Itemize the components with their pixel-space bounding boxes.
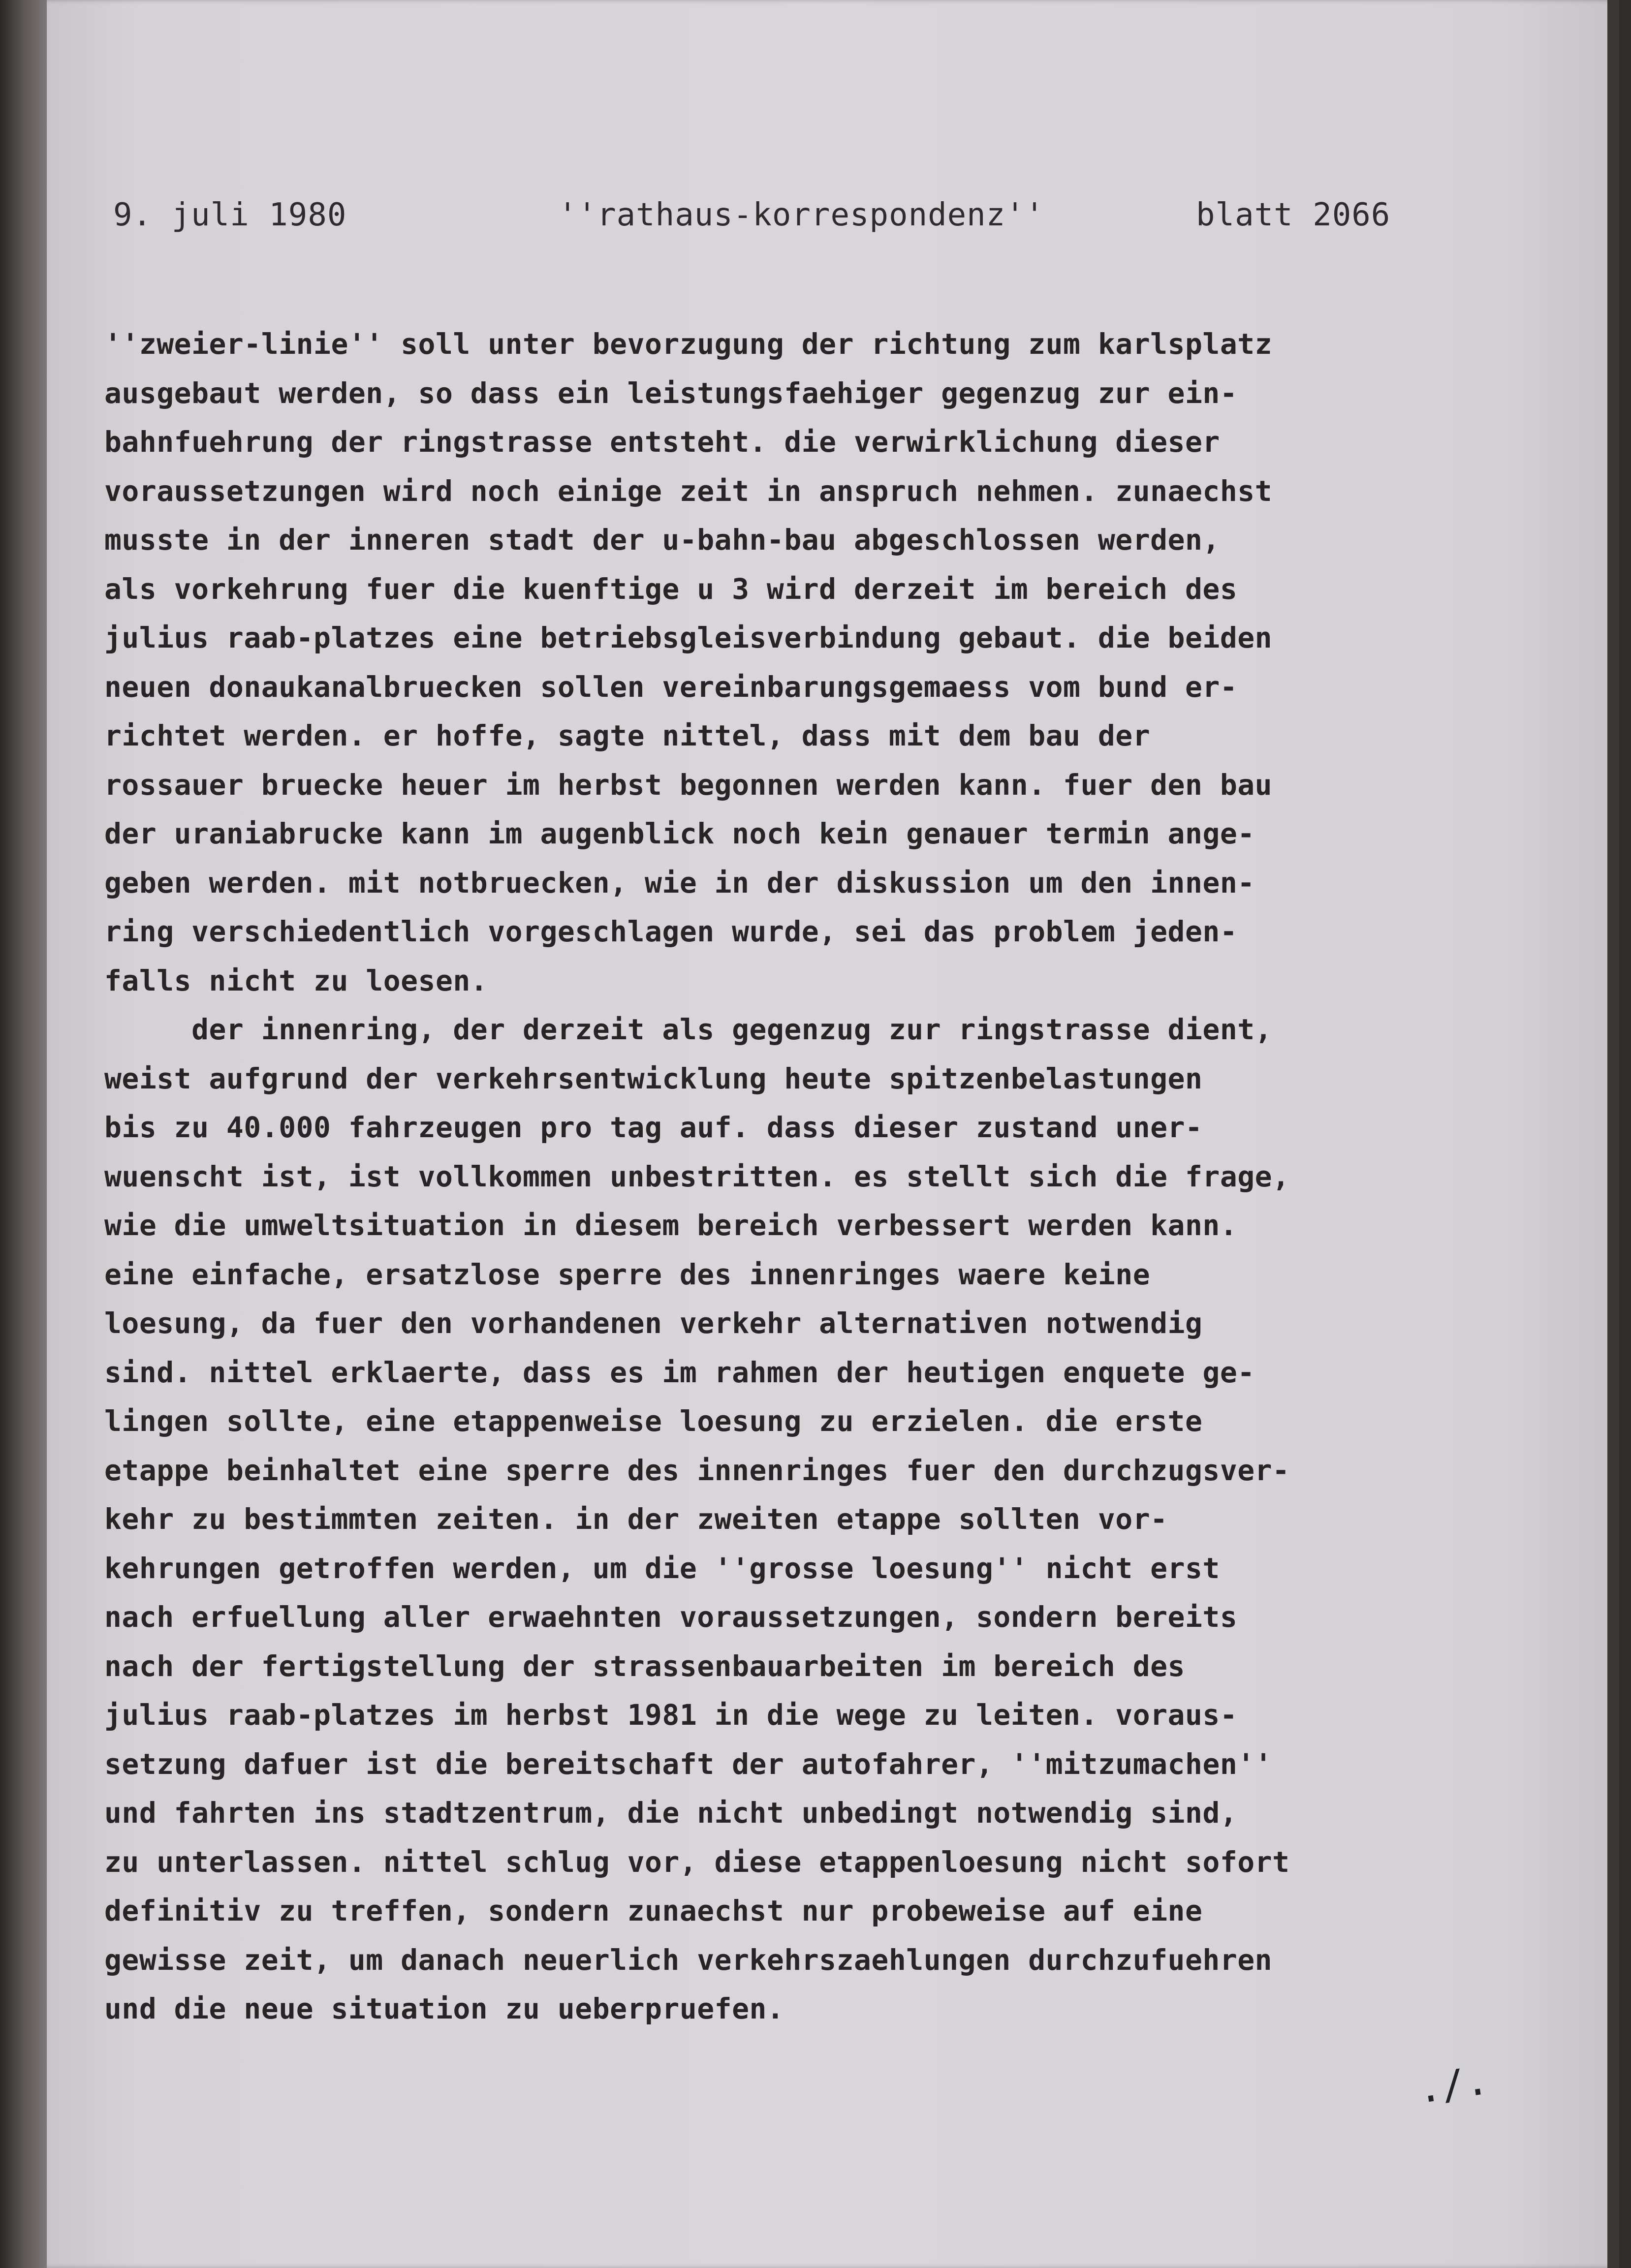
text-line: nach der fertigstellung der strassenbauarbeiten im bereich des [104,1649,1185,1683]
page-header [113,197,1481,251]
text-line: definitiv zu treffen, sondern zunaechst nur probeweise auf eine [104,1894,1203,1927]
text-line: richtet werden. er hoffe, sagte nittel, dass mit dem bau der [104,719,1151,752]
text-line: und die neue situation zu ueberpruefen. [104,1992,784,2025]
header-date: 9. juli 1980 [113,197,347,233]
text-line: etappe beinhaltet eine sperre des innenringes fuer den durchzugsver- [104,1453,1290,1487]
text-line: ''zweier-linie'' soll unter bevorzugung der richtung zum karlsplatz [104,327,1273,361]
text-line: eine einfache, ersatzlose sperre des innenringes waere keine [104,1257,1151,1291]
text-line: wie die umweltsituation in diesem bereich verbessert werden kann. [104,1209,1238,1242]
text-line: geben werden. mit notbruecken, wie in der diskussion um den innen- [104,866,1255,900]
text-line: zu unterlassen. nittel schlug vor, diese etappenloesung nicht sofort [104,1845,1290,1879]
text-line: als vorkehrung fuer die kuenftige u 3 wird derzeit im bereich des [104,572,1238,606]
text-line: sind. nittel erklaerte, dass es im rahmen der heutigen enquete ge- [104,1355,1255,1389]
text-line: der innenring, der derzeit als gegenzug zur ringstrasse dient, [104,1013,1273,1046]
text-line: kehrungen getroffen werden, um die ''grosse loesung'' nicht erst [104,1551,1220,1585]
text-line: setzung dafuer ist die bereitschaft der autofahrer, ''mitzumachen'' [104,1747,1273,1781]
page-edge [1607,0,1619,2268]
text-line: gewisse zeit, um danach neuerlich verkehrszaehlungen durchzufuehren [104,1943,1273,1977]
text-line: ausgebaut werden, so dass ein leistungsfaehiger gegenzug zur ein- [104,376,1238,410]
text-line: der uraniabrucke kann im augenblick noch kein genauer termin ange- [104,817,1255,850]
text-line: bis zu 40.000 fahrzeugen pro tag auf. dass dieser zustand uner- [104,1111,1203,1144]
text-line: julius raab-platzes im herbst 1981 in die wege zu leiten. voraus- [104,1698,1238,1732]
text-line: lingen sollte, eine etappenweise loesung zu erzielen. die erste [104,1404,1203,1438]
text-line: kehr zu bestimmten zeiten. in der zweiten etappe sollten vor- [104,1502,1168,1536]
text-line: musste in der inneren stadt der u-bahn-bau abgeschlossen werden, [104,523,1220,557]
header-sheet-number: blatt 2066 [1196,197,1391,233]
header-title: ''rathaus-korrespondenz'' [558,197,1045,233]
text-line: voraussetzungen wird noch einige zeit in anspruch nehmen. zunaechst [104,474,1273,508]
text-line: neuen donaukanalbruecken sollen vereinbarungsgemaess vom bund er- [104,670,1238,704]
text-line: weist aufgrund der verkehrsentwicklung heute spitzenbelastungen [104,1061,1203,1095]
text-line: und fahrten ins stadtzentrum, die nicht unbedingt notwendig sind, [104,1796,1238,1830]
text-line: julius raab-platzes eine betriebsgleisverbindung gebaut. die beiden [104,621,1273,654]
text-line: wuenscht ist, ist vollkommen unbestritten. es stellt sich die frage, [104,1159,1290,1193]
body-text [104,320,1556,2034]
text-line: nach erfuellung aller erwaehnten voraussetzungen, sondern bereits [104,1600,1238,1634]
text-line: ring verschiedentlich vorgeschlagen wurde, sei das problem jeden- [104,915,1238,948]
text-line: loesung, da fuer den vorhandenen verkehr alternativen notwendig [104,1306,1203,1340]
text-line: bahnfuehrung der ringstrasse entsteht. die verwirklichung dieser [104,425,1220,459]
continuation-mark: ./. [1414,2057,1492,2113]
text-line: rossauer bruecke heuer im herbst begonnen werden kann. fuer den bau [104,768,1273,802]
text-line: falls nicht zu loesen. [104,963,488,997]
